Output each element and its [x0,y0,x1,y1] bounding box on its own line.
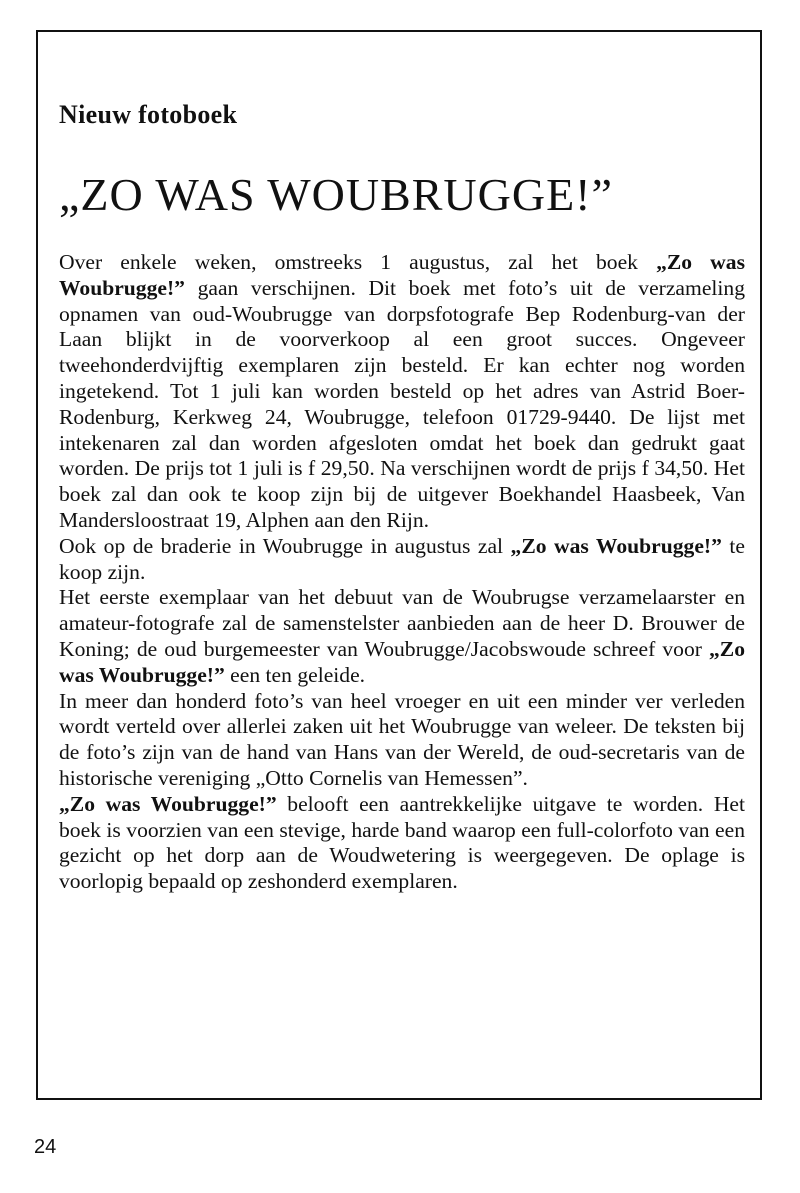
paragraph-3 [59,585,745,688]
paragraph-5-book-title: „Zo was Woubrugge!” [59,791,277,816]
paragraph-3-book-title: „Zo was Woubrugge!” [59,636,745,687]
paragraph-2-text-a: Ook op de braderie in Woubrugge in augustus zal [59,533,511,558]
paragraph-2 [59,534,745,586]
paragraph-1 [59,250,745,534]
paragraph-4 [59,689,745,792]
paragraph-1-book-title: „Zo was Woubrugge!” [59,250,745,300]
paragraph-2-book-title: „Zo was Woubrugge!” [510,533,722,558]
page-number: 24 [34,1136,57,1158]
paragraph-5 [59,792,745,895]
paragraph-3-text-c: een ten geleide. [224,662,366,687]
paragraph-1-text-c: gaan verschijnen. Dit boek met foto’s uit de verzameling opnamen van oud-Woubrugge van dorpsfotografe Bep Rodenburg-van der Laan blijkt in de voorverkoop al een groot succes. Ongeveer tweehonderdvijftig exemplaren zijn besteld. Er kan echter nog worden ingetekend. Tot 1 juli kan worden besteld op het adres van Astrid Boer-Rodenburg, Kerkweg 24, Woubrugge, telefoon 01729-9440. De lijst met intekenaren zal dan worden afgesloten omdat het boek dan gedrukt gaat worden. De prijs tot 1 juli is f 29,50. Na verschijnen wordt de prijs f 34,50. Het boek zal dan ook te koop zijn bij de uitgever Boekhandel Haasbeek, Van Mandersloostraat 19, Alphen aan den Rijn. [59,275,745,532]
paragraph-3-text-a: Het eerste exemplaar van het debuut van de Woubrugse verzamelaarster en amateur-fotografe zal de samenstelster aanbieden aan de heer D. Brouwer de Koning; de oud burgemeester van Woubrugge/Jacobswoude schreef voor [59,585,745,661]
paragraph-1-text-a: Over enkele weken, omstreeks 1 augustus, zal het boek [59,250,657,274]
article-headline: „ZO WAS WOUBRUGGE!” [59,169,613,220]
article-body [59,250,745,895]
paragraph-5-text-c: belooft een aantrekkelijke uitgave te worden. Het boek is voorzien van een stevige, harde band waarop een full-colorfoto van een gezicht op het dorp aan de Woudwetering is weergegeven. De oplage is voorlopig bepaald op zeshonderd exemplaren. [59,791,745,894]
article-kicker: Nieuw fotoboek [59,100,238,129]
paragraph-2-text-c: te koop zijn. [59,533,745,584]
article-frame [36,30,762,1100]
paragraph-4-text-a: In meer dan honderd foto’s van heel vroeger en uit een minder ver verleden wordt verteld over allerlei zaken uit het Woubrugge van weleer. De teksten bij de foto’s zijn van de hand van Hans van der Wereld, de oud-secretaris van de historische vereniging „Otto Cornelis van Hemessen”. [59,688,745,790]
